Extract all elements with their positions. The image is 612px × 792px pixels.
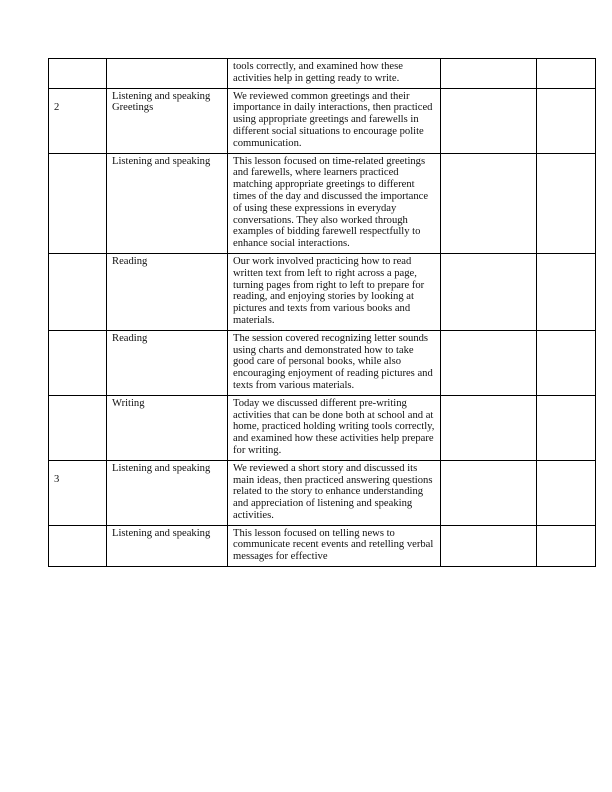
summary-cell bbox=[228, 88, 441, 153]
table-row bbox=[49, 395, 596, 460]
strand-cell-text: Listening and speaking bbox=[112, 527, 211, 539]
week-cell bbox=[49, 460, 107, 525]
empty-cell bbox=[441, 395, 537, 460]
strand-cell bbox=[107, 460, 228, 525]
summary-cell bbox=[228, 153, 441, 253]
table-row bbox=[49, 59, 596, 89]
table-row bbox=[49, 153, 596, 253]
summary-cell-text: The session covered recognizing letter sounds using charts and demonstrated how to take good care of personal books, while also encouraging enjoyment of reading pictures and texts from various materials. bbox=[233, 332, 433, 391]
strand-cell bbox=[107, 88, 228, 153]
summary-cell-text: We reviewed common greetings and their importance in daily interactions, then practiced using appropriate greetings and farewells in different social situations to encourage polite communication. bbox=[233, 90, 433, 149]
empty-cell bbox=[441, 330, 537, 395]
strand-cell bbox=[107, 525, 228, 566]
empty-cell bbox=[537, 253, 596, 330]
empty-cell bbox=[537, 460, 596, 525]
table-row bbox=[49, 330, 596, 395]
empty-cell bbox=[537, 395, 596, 460]
summary-cell bbox=[228, 460, 441, 525]
empty-cell bbox=[441, 88, 537, 153]
empty-cell bbox=[537, 330, 596, 395]
week-cell bbox=[49, 253, 107, 330]
empty-cell bbox=[441, 525, 537, 566]
week-cell bbox=[49, 395, 107, 460]
week-cell-text bbox=[54, 528, 101, 539]
table-row bbox=[49, 253, 596, 330]
strand-cell bbox=[107, 253, 228, 330]
strand-cell-text: Reading bbox=[112, 255, 148, 267]
empty-cell bbox=[441, 59, 537, 89]
summary-cell bbox=[228, 525, 441, 566]
strand-cell-text: Listening and speaking bbox=[112, 155, 211, 167]
summary-cell-text: This lesson focused on telling news to communicate recent events and retelling verbal messages for effective bbox=[233, 527, 434, 563]
lesson-table bbox=[48, 58, 596, 567]
strand-cell-text: Listening and speaking Greetings bbox=[112, 90, 211, 114]
summary-cell-text: tools correctly, and examined how these activities help in getting ready to write. bbox=[233, 61, 403, 84]
empty-cell bbox=[537, 88, 596, 153]
summary-cell-text: Today we discussed different pre-writing activities that can be done both at school and at home, practiced holding writing tools correctly, and examined how these activities help prepare for writing. bbox=[233, 397, 435, 456]
summary-cell bbox=[228, 59, 441, 89]
week-cell bbox=[49, 153, 107, 253]
summary-cell bbox=[228, 395, 441, 460]
table-row bbox=[49, 460, 596, 525]
summary-cell-text: This lesson focused on time-related greetings and farewells, where learners practiced matching appropriate greetings to different times of the day and discussed the importance of using these expressions in everyday conversations. They also worked through examples of bidding farewell respectfully to enhance social interactions. bbox=[233, 155, 429, 250]
empty-cell bbox=[537, 525, 596, 566]
empty-cell bbox=[441, 253, 537, 330]
strand-cell bbox=[107, 153, 228, 253]
week-cell bbox=[49, 525, 107, 566]
week-cell-text bbox=[54, 61, 101, 72]
summary-cell-text: Our work involved practicing how to read written text from left to right across a page, turning pages from right to left to prepare for reading, and enjoying stories by looking at pictures and texts from various books and materials. bbox=[233, 255, 425, 326]
empty-cell bbox=[441, 153, 537, 253]
summary-cell bbox=[228, 330, 441, 395]
summary-cell bbox=[228, 253, 441, 330]
week-cell-text: 3 bbox=[54, 473, 60, 485]
week-cell bbox=[49, 88, 107, 153]
table-row bbox=[49, 525, 596, 566]
strand-cell-text: Listening and speaking bbox=[112, 462, 211, 474]
week-cell-text: 2 bbox=[54, 101, 60, 113]
strand-cell-text: Writing bbox=[112, 397, 145, 409]
week-cell-text bbox=[54, 398, 101, 409]
week-cell bbox=[49, 330, 107, 395]
strand-cell bbox=[107, 395, 228, 460]
week-cell-text bbox=[54, 256, 101, 267]
strand-cell-text: Reading bbox=[112, 332, 148, 344]
strand-cell bbox=[107, 59, 228, 89]
empty-cell bbox=[537, 153, 596, 253]
summary-cell-text: We reviewed a short story and discussed its main ideas, then practiced answering questions related to the story to enhance understanding and appreciation of listening and speaking activities. bbox=[233, 462, 433, 521]
empty-cell bbox=[537, 59, 596, 89]
week-cell-text bbox=[54, 333, 101, 344]
empty-cell bbox=[441, 460, 537, 525]
week-cell bbox=[49, 59, 107, 89]
strand-cell bbox=[107, 330, 228, 395]
week-cell-text bbox=[54, 156, 101, 167]
table-row bbox=[49, 88, 596, 153]
